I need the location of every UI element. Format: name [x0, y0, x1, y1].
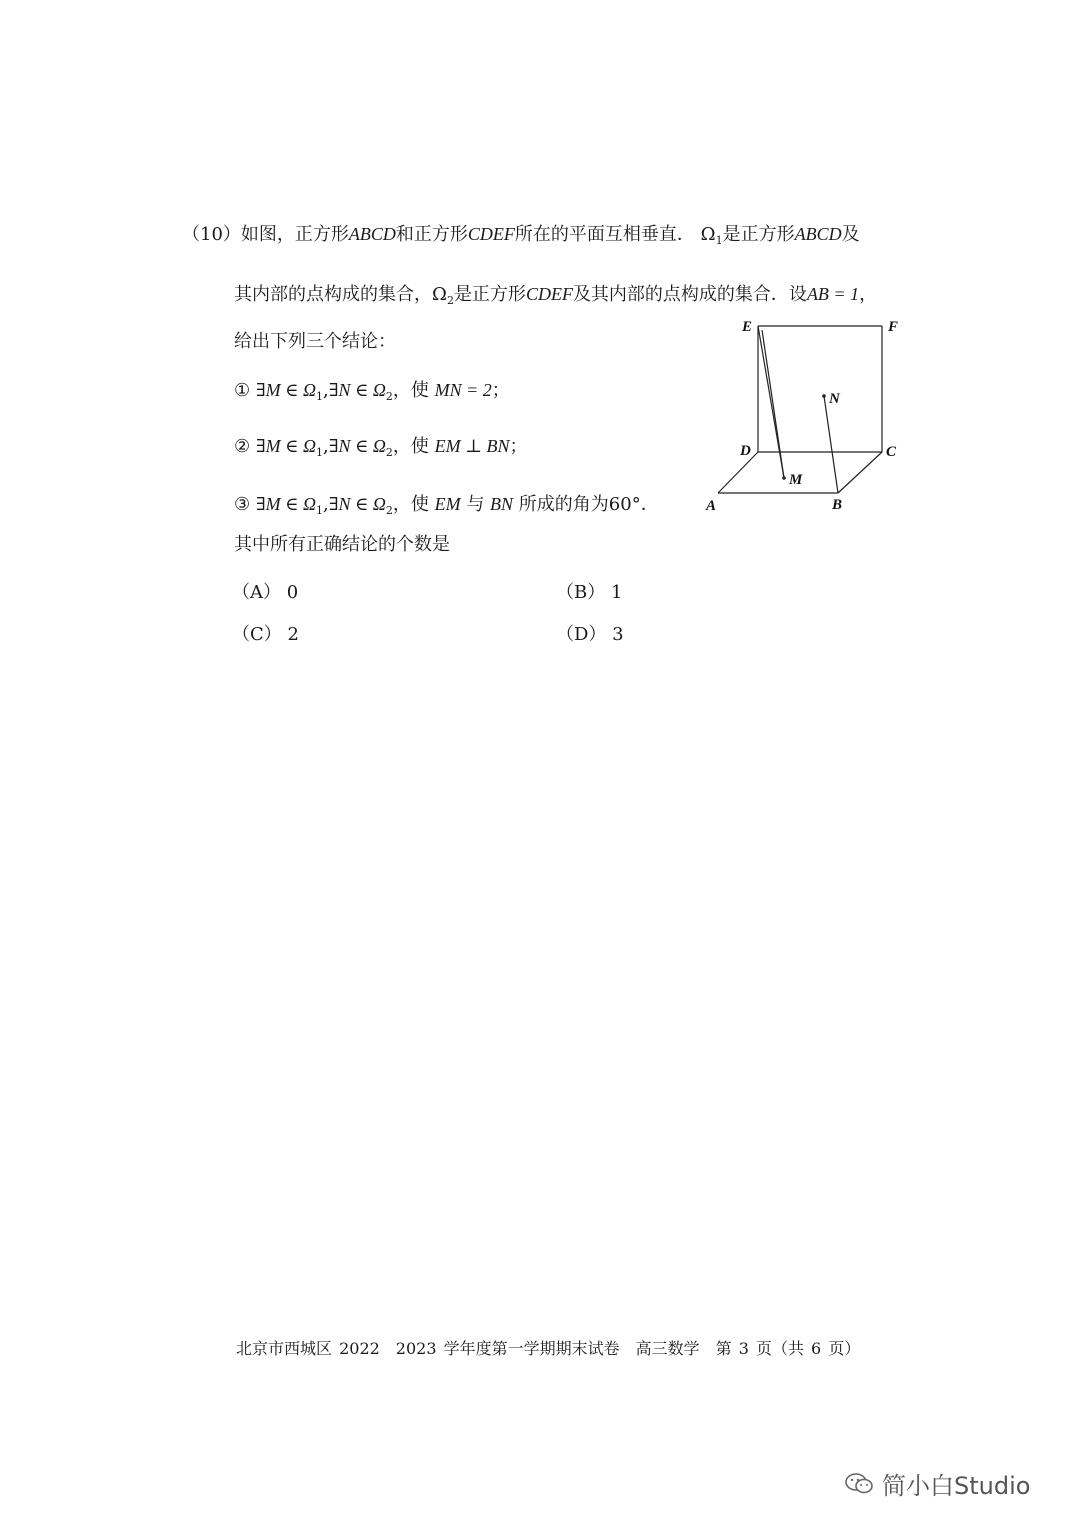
watermark-text: 简小白Studio [882, 1472, 1031, 1500]
question-line-3: 给出下列三个结论： [234, 331, 396, 352]
point-m [782, 476, 786, 480]
label-m: M [789, 472, 803, 488]
conclusion-1: ① ∃M ∈ $\Omega_1,\exists N$ ∈ $\Omega_2$，使 MN = 2； [234, 380, 510, 403]
question-line-1: （10）如图，正方形ABCD和正方形CDEF所在的平面互相垂直． $\Omega_1$是正方形ABCD及 [182, 224, 860, 247]
option-d[interactable]: （D） 3 [556, 624, 624, 645]
option-c[interactable]: （C） 2 [232, 624, 299, 645]
conclusion-2: ② ∃M ∈ $\Omega_1,\exists N$ ∈ $\Omega_2$，使 EM ⊥ BN； [234, 436, 528, 459]
label-d: D [740, 443, 751, 459]
wechat-icon [844, 1472, 874, 1496]
watermark [844, 1466, 1030, 1501]
segment-em-2 [762, 330, 784, 478]
label-n: N [829, 391, 840, 407]
option-b[interactable]: （B） 1 [556, 582, 623, 603]
conclusion-3: ③ ∃M ∈ $\Omega_1,\exists N$ ∈ $\Omega_2$，使 EM 与 BN 所成的角为60°． [234, 494, 659, 517]
page-footer: 北京市西城区 2022 2023 学年度第一学期期末试卷 高三数学 第 3 页（共 6 页） [236, 1339, 861, 1358]
label-f: F [888, 319, 899, 335]
label-a: A [706, 498, 717, 514]
edge-ad [718, 452, 758, 493]
label-e: E [742, 319, 753, 335]
question-line-2: 其内部的点构成的集合，$\Omega_2$是正方形CDEF及其内部的点构成的集合．设AB = 1， [234, 284, 878, 307]
geometry-figure [700, 316, 910, 522]
question-number: （10） [182, 224, 241, 245]
label-b: B [832, 497, 843, 513]
option-a[interactable]: （A） 0 [232, 582, 299, 603]
segment-bn [824, 396, 838, 493]
point-n [822, 394, 826, 398]
edge-bc [838, 452, 882, 493]
label-c: C [886, 444, 897, 460]
question-prompt: 其中所有正确结论的个数是 [234, 534, 450, 555]
